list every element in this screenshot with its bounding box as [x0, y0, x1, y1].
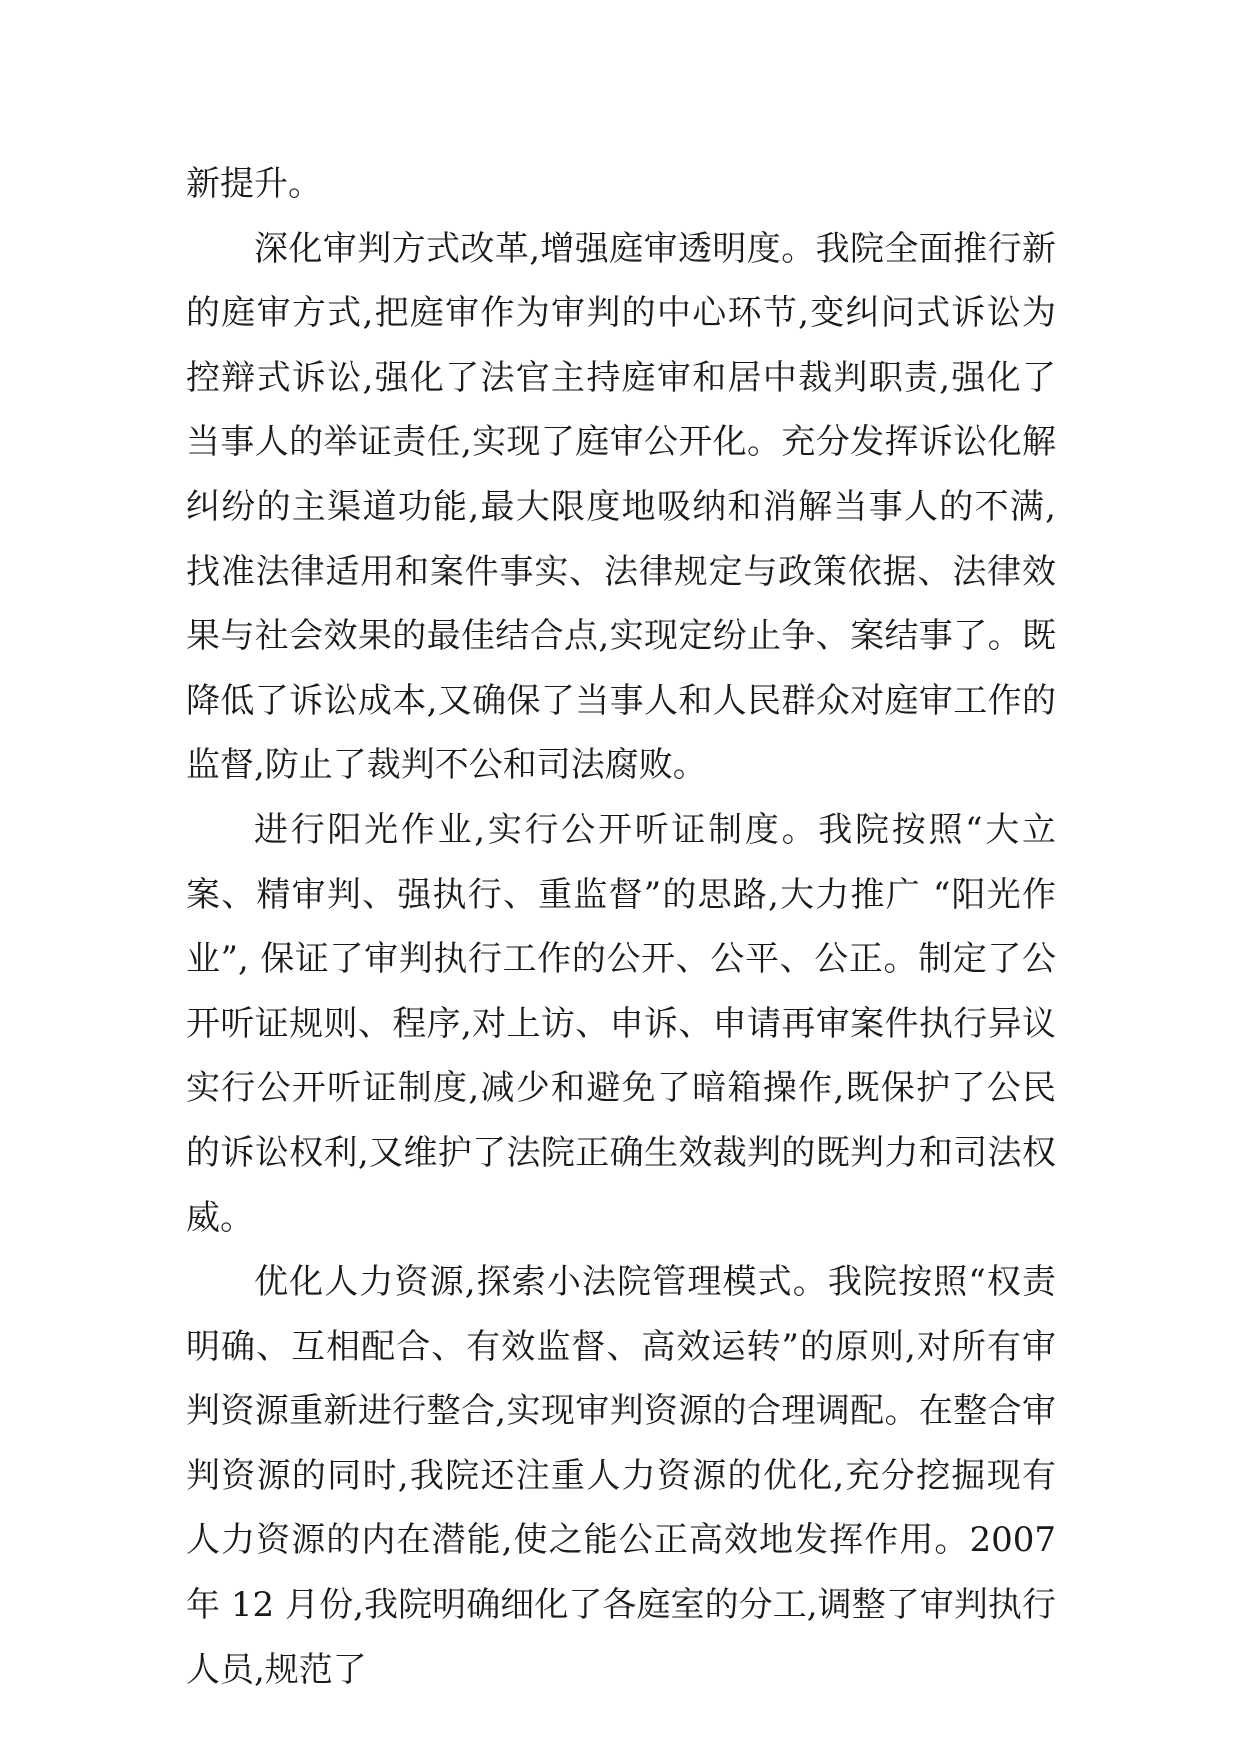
paragraph-trial-reform: 深化审判方式改革,增强庭审透明度。我院全面推行新的庭审方式,把庭审作为审判的中心环节,变纠问式诉讼为控辩式诉讼,强化了法官主持庭审和居中裁判职责,强化了当事人的举证责任,实现了庭审公开化。充分发挥诉讼化解纠纷的主渠道功能,最大限度地吸纳和消解当事人的不满,找准法律适用和案件事实、法律规定与政策依据、法律效果与社会效果的最佳结合点,实现定纷止争、案结事了。既降低了诉讼成本,又确保了当事人和人民群众对庭审工作的监督,防止了裁判不公和司法腐败。 [186, 228, 1056, 786]
document-body [186, 152, 1056, 1702]
paragraph-continuation: 新提升。 [186, 164, 322, 204]
paragraph-public-hearing: 进行阳光作业,实行公开听证制度。我院按照“大立案、精审判、强执行、重监督”的思路,大力推广 “阳光作业”, 保证了审判执行工作的公开、公平、公正。制定了公开听证规则、程序,对上访、申诉、申请再审案件执行异议实行公开听证制度,减少和避免了暗箱操作,既保护了公民的诉讼权利,又维护了法院正确生效裁判的既判力和司法权威。 [186, 809, 1056, 1238]
paragraph-human-resources: 优化人力资源,探索小法院管理模式。我院按照“权责明确、互相配合、有效监督、高效运转”的原则,对所有审判资源重新进行整合,实现审判资源的合理调配。在整合审判资源的同时,我院还注重人力资源的优化,充分挖掘现有人力资源的内在潜能,使之能公正高效地发挥作用。2007 年 12 月份,我院明确细化了各庭室的分工,调整了审判执行人员,规范了 [186, 1262, 1056, 1690]
